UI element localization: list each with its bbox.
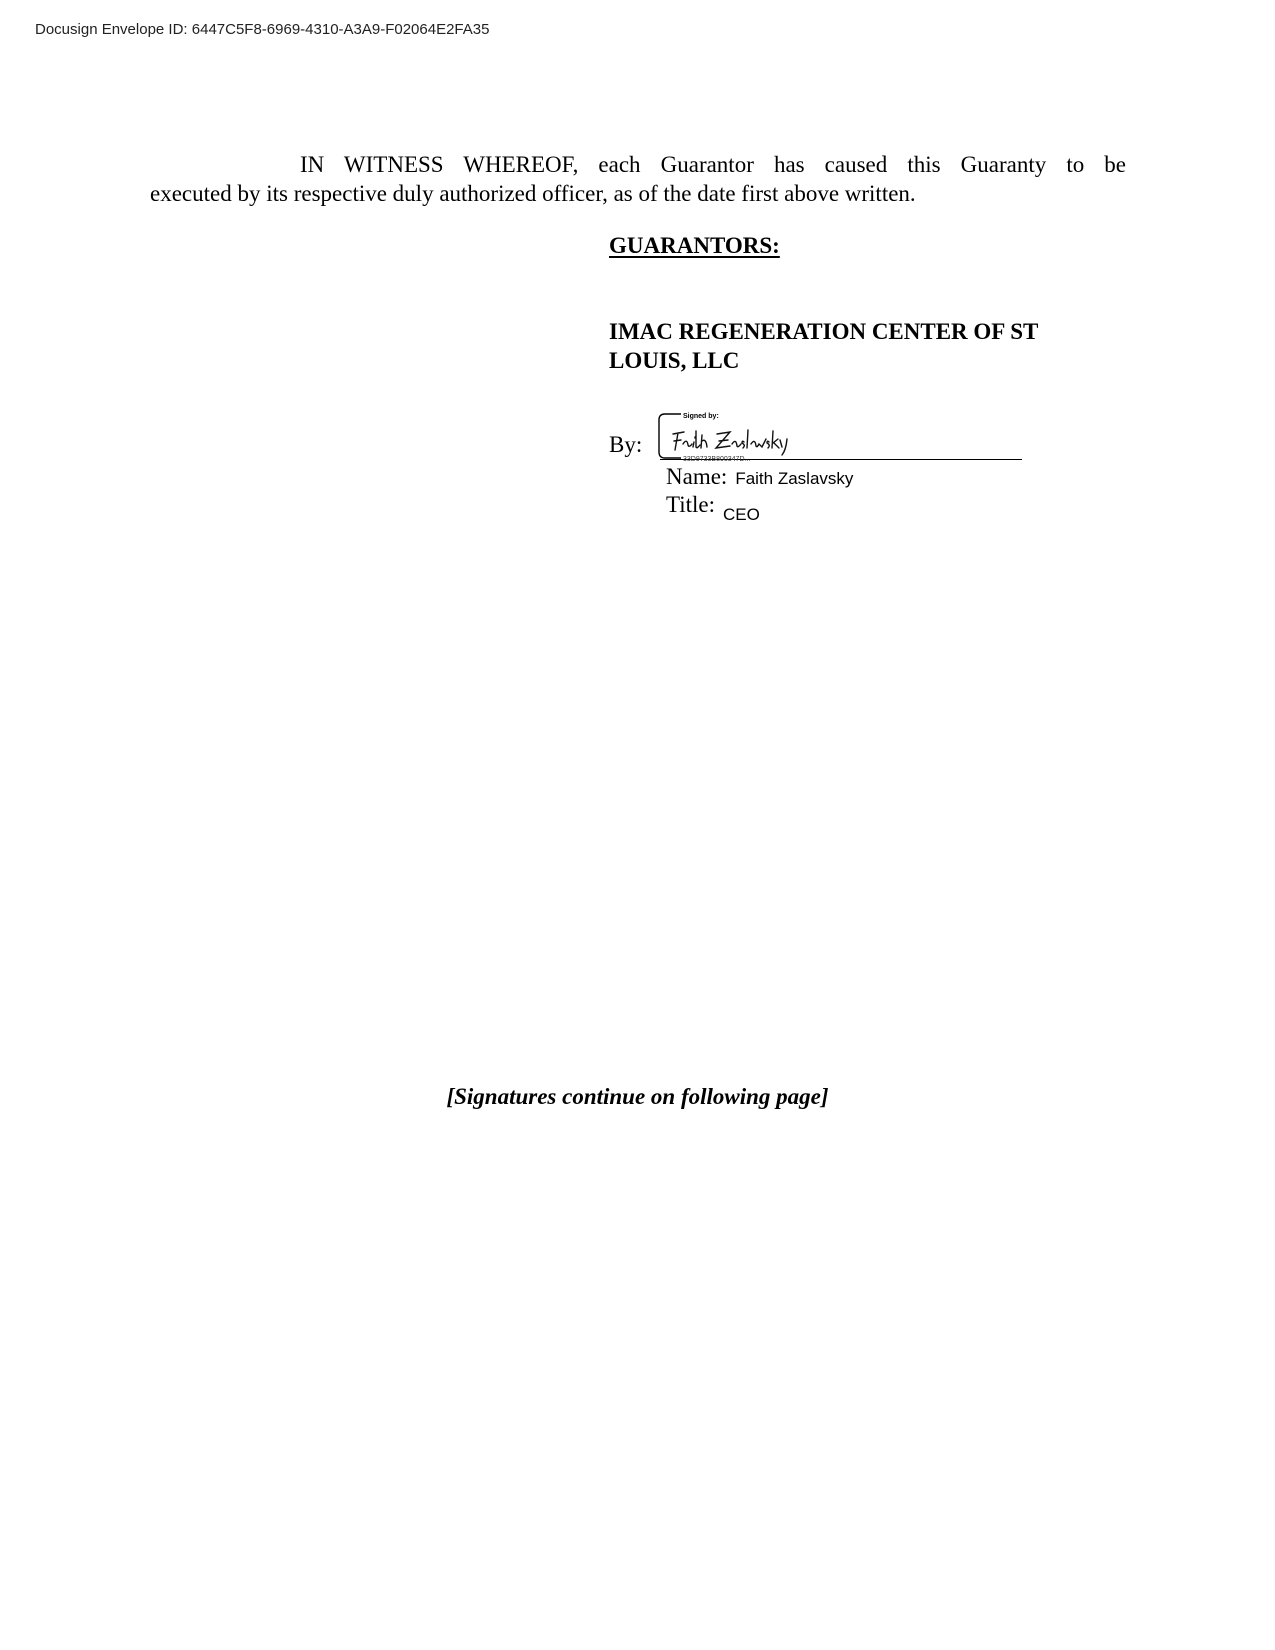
entity-name-line-2: LOUIS, LLC xyxy=(609,348,740,373)
title-label: Title: xyxy=(666,492,716,517)
envelope-id: Docusign Envelope ID: 6447C5F8-6969-4310-A3A9-F02064E2FA35 xyxy=(35,21,490,38)
title-value: CEO xyxy=(723,505,760,524)
entity-name-line-1: IMAC REGENERATION CENTER OF ST xyxy=(609,319,1039,344)
name-row xyxy=(666,464,853,490)
witness-line-1: IN WITNESS WHEREOF, each Guarantor has caused this Guaranty to be xyxy=(300,152,1126,177)
name-label: Name: xyxy=(666,464,728,489)
guarantors-heading: GUARANTORS: xyxy=(609,233,780,258)
signed-by-label: Signed by: xyxy=(683,413,719,420)
witness-line-2: executed by its respective duly authorized officer, as of the date first above written. xyxy=(150,181,916,206)
signatures-continue-note: [Signatures continue on following page] xyxy=(446,1084,829,1109)
entity-name xyxy=(609,317,1129,375)
witness-paragraph xyxy=(150,150,1126,208)
signature-hash: 33D9733B800347D... xyxy=(683,456,751,463)
title-row xyxy=(666,492,760,524)
handwritten-signature xyxy=(670,426,800,456)
name-value: Faith Zaslavsky xyxy=(735,469,854,488)
by-label: By: xyxy=(609,432,643,457)
